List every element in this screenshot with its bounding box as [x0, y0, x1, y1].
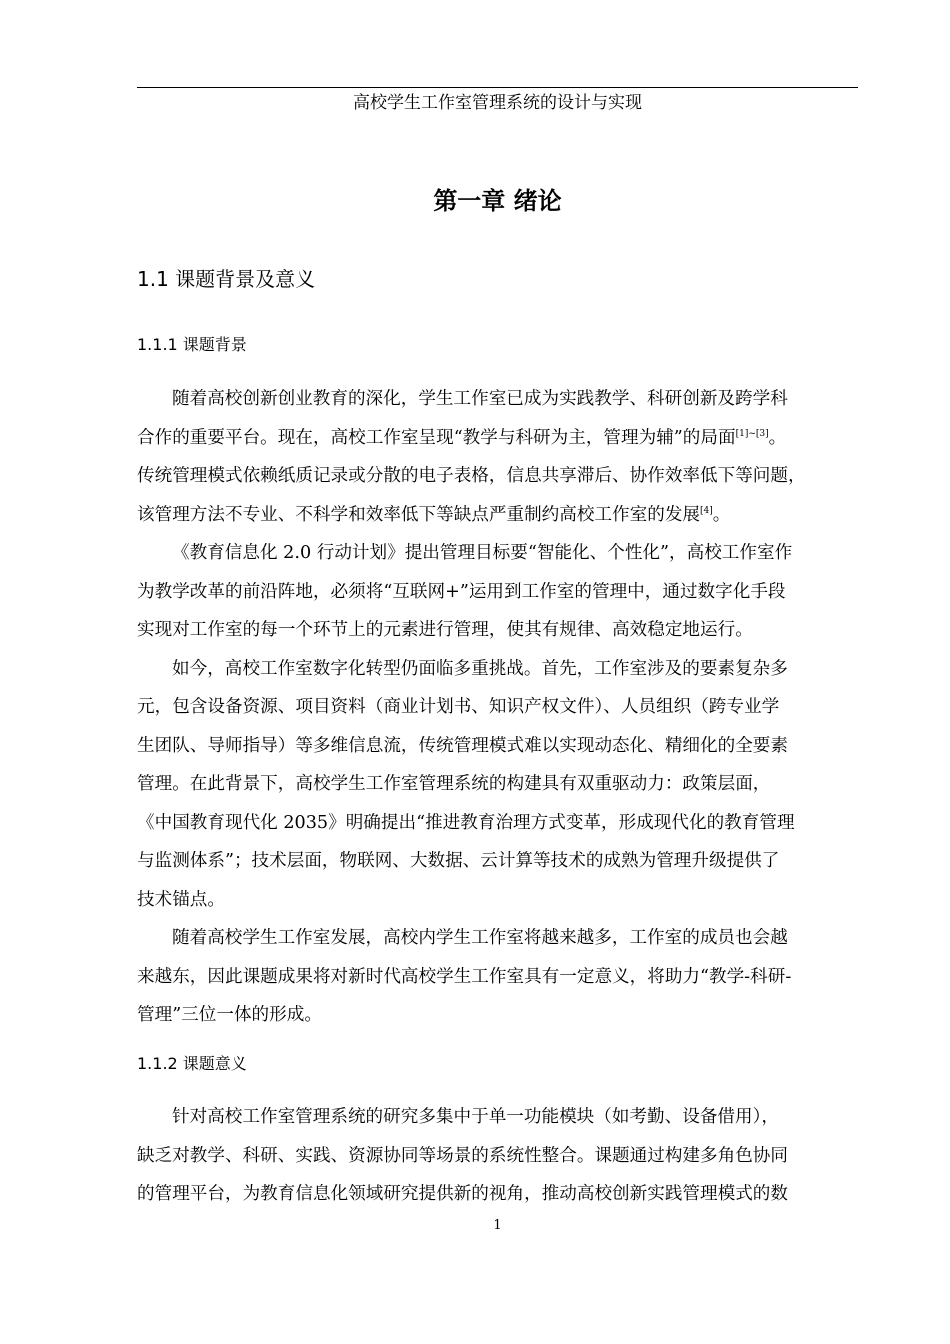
- page-number: 1: [493, 1218, 502, 1233]
- paragraph-line: [137, 496, 861, 535]
- significance-body: [137, 1098, 861, 1214]
- section-title: 1.1 课题背景及意义: [137, 267, 316, 291]
- paragraph-line: 的管理平台，为教育信息化领域研究提供新的视角，推动高校创新实践管理模式的数: [137, 1184, 788, 1204]
- citation: [4]: [700, 505, 713, 516]
- paragraph-line: 来越东，因此课题成果将对新时代高校学生工作室具有一定意义，将助力“教学-科研-: [137, 966, 792, 987]
- paragraph-line: 针对高校工作室管理系统的研究多集中于单一功能模块（如考勤、设备借用），: [172, 1107, 779, 1127]
- paragraph-line: 实现对工作室的每一个环节上的元素进行管理，使其有规律、高效稳定地运行。: [137, 620, 753, 640]
- paragraph-line: 元，包含设备资源、项目资料（商业计划书、知识产权文件）、人员组织（跨专业学: [137, 697, 780, 717]
- paragraph-line: 《中国教育现代化 2035》明确提出“推进教育治理方式变革，形成现代化的教育管理: [137, 812, 795, 833]
- line-text: 。: [768, 427, 787, 448]
- citation: [1]~[3]: [735, 428, 769, 439]
- paragraph-line: [137, 419, 861, 458]
- line-text: 。: [712, 504, 731, 525]
- paragraph-line: 随着高校创新创业教育的深化，学生工作室已成为实践教学、科研创新及跨学科: [172, 389, 788, 409]
- paragraph-line: 管理”三位一体的形成。: [137, 1005, 322, 1025]
- line-text: 该管理方法不专业、不科学和效率低下等缺点严重制约高校工作室的发展: [137, 504, 701, 525]
- paragraph-line: 缺乏对教学、科研、实践、资源协同等场景的系统性整合。课题通过构建多角色协同: [137, 1145, 788, 1166]
- subsection-title-significance: 1.1.2 课题意义: [137, 1054, 247, 1073]
- header-rule: [137, 87, 858, 88]
- paragraph-line: 如今，高校工作室数字化转型仍面临多重挑战。首先，工作室涉及的要素复杂多: [172, 658, 788, 679]
- paragraph-line: 生团队、导师指导）等多维信息流，传统管理模式难以实现动态化、精细化的全要素: [137, 735, 788, 756]
- background-body: [137, 380, 861, 1035]
- paragraph-line: 随着高校学生工作室发展，高校内学生工作室将越来越多，工作室的成员也会越: [172, 928, 788, 948]
- paragraph-line: 传统管理模式依赖纸质记录或分散的电子表格，信息共享滞后、协作效率低下等问题，: [137, 466, 806, 486]
- chapter-title: 第一章 绪论: [433, 187, 562, 215]
- paragraph-line: 与监测体系”；技术层面，物联网、大数据、云计算等技术的成熟为管理升级提供了: [137, 851, 780, 871]
- running-header: 高校学生工作室管理系统的设计与实现: [353, 93, 642, 113]
- paragraph-line: 为教学改革的前沿阵地，必须将“互联网+”运用到工作室的管理中，通过数字化手段: [137, 581, 786, 602]
- paragraph-line: 《教育信息化 2.0 行动计划》提出管理目标要“智能化、个性化”，高校工作室作: [172, 543, 793, 563]
- subsection-title-background: 1.1.1 课题背景: [137, 335, 247, 354]
- paragraph-line: 管理。在此背景下，高校学生工作室管理系统的构建具有双重驱动力：政策层面，: [137, 774, 771, 794]
- line-text: 合作的重要平台。现在，高校工作室呈现“教学与科研为主，管理为辅”的局面: [137, 427, 736, 448]
- paragraph-line: 技术锚点。: [137, 889, 225, 910]
